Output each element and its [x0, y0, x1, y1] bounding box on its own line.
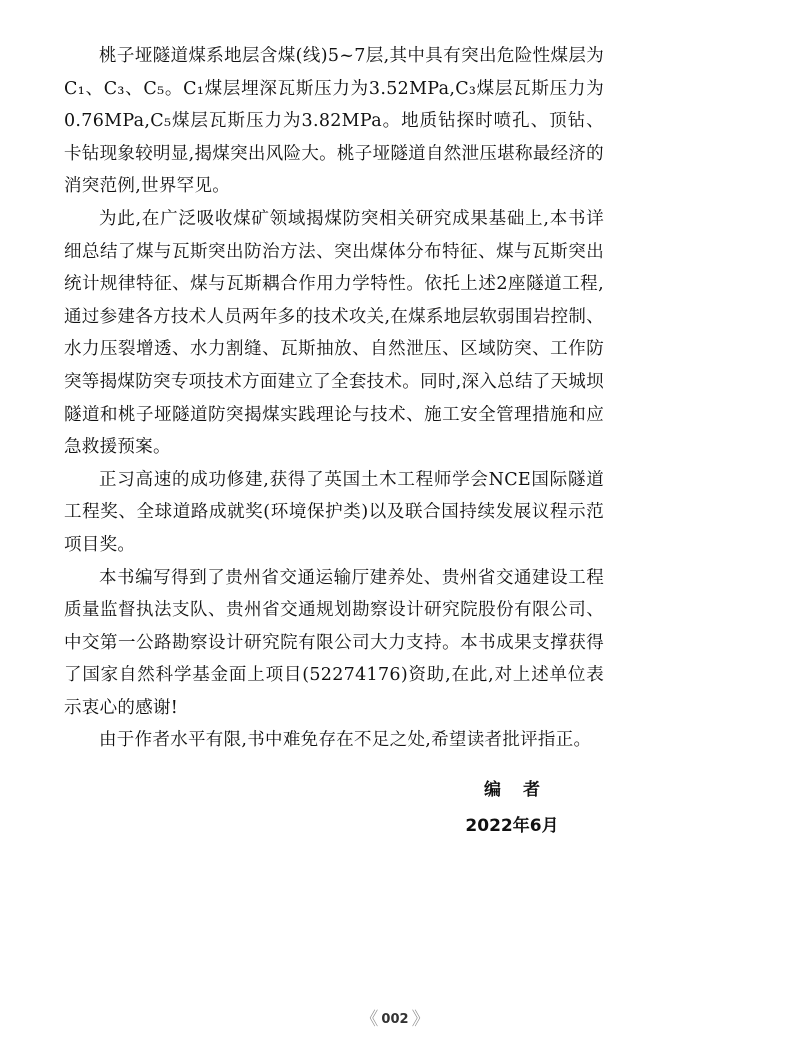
paragraph-summary: 为此,在广泛吸收煤矿领域揭煤防突相关研究成果基础上,本书详细总结了煤与瓦斯突出防治方法、突出煤体分布特征、煤与瓦斯突出统计规律特征、煤与瓦斯耦合作用力学特性。依托上述2座隧道工程,通过参建各方技术人员两年多的技术攻关,在煤系地层软弱围岩控制、水力压裂增透、水力割缝、瓦斯抽放、自然泄压、区域防突、工作防突等揭煤防突专项技术方面建立了全套技术。同时,深入总结了天城坝隧道和桃子垭隧道防突揭煤实践理论与技术、施工安全管理措施和应急救援预案。	[64, 208, 604, 458]
signature-block	[462, 772, 562, 844]
page-number: 002	[381, 1012, 409, 1027]
page-footer	[0, 1005, 790, 1031]
right-ornament-icon: 》	[411, 1009, 430, 1030]
left-ornament-icon: 《	[360, 1009, 379, 1030]
paragraph-awards: 正习高速的成功修建,获得了英国土木工程师学会NCE国际隧道工程奖、全球道路成就奖(环境保护类)以及联合国持续发展议程示范项目奖。	[64, 469, 604, 555]
signature-author: 编者	[484, 780, 562, 800]
paragraph-geology: 桃子垭隧道煤系地层含煤(线)5~7层,其中具有突出危险性煤层为C₁、C₃、C₅。C₁煤层埋深瓦斯压力为3.52MPa,C₃煤层瓦斯压力为0.76MPa,C₅煤层瓦斯压力为3.82MPa。地质钻探时喷孔、顶钻、卡钻现象较明显,揭煤突出风险大。桃子垭隧道自然泄压堪称最经济的消突范例,世界罕见。	[64, 46, 604, 197]
paragraph-disclaimer: 由于作者水平有限,书中难免存在不足之处,希望读者批评指正。	[99, 730, 592, 751]
preface-body	[64, 40, 604, 757]
signature-date: 2022年6月	[465, 816, 559, 836]
paragraph-acknowledgements: 本书编写得到了贵州省交通运输厅建养处、贵州省交通建设工程质量监督执法支队、贵州省交通规划勘察设计研究院股份有限公司、中交第一公路勘察设计研究院有限公司大力支持。本书成果支撑获得了国家自然科学基金面上项目(52274176)资助,在此,对上述单位表示衷心的感谢!	[64, 567, 604, 718]
